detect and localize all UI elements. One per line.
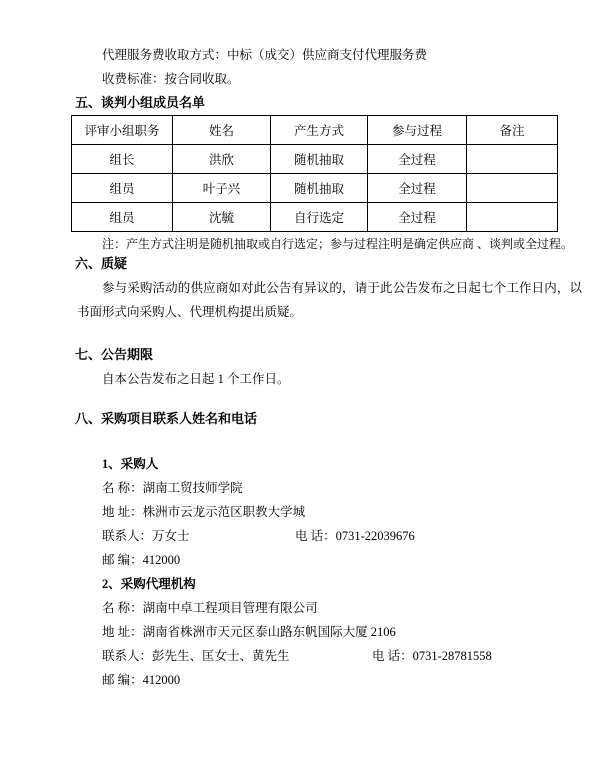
table-row <box>72 174 558 203</box>
cell-selection-method: 自行选定 <box>271 203 368 232</box>
section5-heading: 五、谈判小组成员名单 <box>75 95 206 110</box>
cell-name: 洪欣 <box>173 145 271 174</box>
agency-address-line <box>102 620 606 644</box>
fee-standard-line: 收费标准：按合同收取。 <box>102 72 240 86</box>
purchaser-name: 湖南工贸技师学院 <box>142 481 243 495</box>
contact-label: 联系人： <box>102 649 153 663</box>
cell-name: 沈毓 <box>173 203 271 232</box>
agency-phone-group <box>372 644 492 668</box>
table-row <box>72 145 558 174</box>
purchaser-address: 株洲市云龙示范区职教大学城 <box>142 505 306 519</box>
cell-remarks <box>467 174 558 203</box>
cell-role: 组员 <box>72 174 173 203</box>
cell-participation: 全过程 <box>368 145 467 174</box>
address-label: 地 址： <box>102 625 143 639</box>
cell-role: 组员 <box>72 203 173 232</box>
agency-contact: 彭先生、匡女士、黄先生 <box>152 649 290 663</box>
phone-label: 电 话： <box>372 649 413 663</box>
agency-zip-line <box>102 668 606 692</box>
purchaser-contact-line <box>102 524 606 548</box>
purchaser-phone: 0731-22039676 <box>335 529 415 543</box>
purchaser-zip-line <box>102 548 606 572</box>
agency-name-line <box>102 596 606 620</box>
purchaser-contact: 万女士 <box>152 529 190 543</box>
table-row <box>72 203 558 232</box>
agency-heading: 2、采购代理机构 <box>102 577 196 591</box>
name-label: 名 称： <box>102 481 143 495</box>
agency-phone: 0731-28781558 <box>412 649 492 663</box>
purchaser-phone-group <box>295 524 415 548</box>
cell-selection-method: 随机抽取 <box>271 174 368 203</box>
agency-contact-line <box>102 644 606 668</box>
cell-role: 组长 <box>72 145 173 174</box>
purchaser-heading: 1、采购人 <box>102 457 159 471</box>
cell-selection-method: 随机抽取 <box>271 145 368 174</box>
cell-participation: 全过程 <box>368 174 467 203</box>
table-note: 注：产生方式注明是随机抽取或自行选定；参与过程注明是确定供应商 、谈判或全过程。 <box>102 237 574 251</box>
phone-label: 电 话： <box>295 529 336 543</box>
col-header-selection-method: 产生方式 <box>271 116 368 145</box>
zip-label: 邮 编： <box>102 553 143 567</box>
section6-heading: 六、质疑 <box>75 256 128 271</box>
purchaser-zip: 412000 <box>142 553 181 567</box>
section7-heading: 七、公告期限 <box>75 347 154 362</box>
purchaser-name-line <box>102 476 606 500</box>
col-header-name: 姓名 <box>173 116 271 145</box>
agency-zip: 412000 <box>142 673 181 687</box>
section6-body: 参与采购活动的供应商如对此公告有异议的，请于此公告发布之日起七个工作日内，以书面形式向采购人、代理机构提出质疑。 <box>77 281 582 319</box>
cell-remarks <box>467 203 558 232</box>
contact-label: 联系人： <box>102 529 153 543</box>
section8-heading: 八、采购项目联系人姓名和电话 <box>75 411 258 426</box>
negotiation-team-table <box>71 115 558 232</box>
cell-participation: 全过程 <box>368 203 467 232</box>
agency-address: 湖南省株洲市天元区泰山路东帆国际大厦 2106 <box>142 625 396 639</box>
zip-label: 邮 编： <box>102 673 143 687</box>
purchaser-address-line <box>102 500 606 524</box>
col-header-participation: 参与过程 <box>368 116 467 145</box>
col-header-role: 评审小组职务 <box>72 116 173 145</box>
cell-remarks <box>467 145 558 174</box>
address-label: 地 址： <box>102 505 143 519</box>
agency-fee-method-line: 代理服务费收取方式：中标（成交）供应商支付代理服务费 <box>102 48 428 62</box>
table-header-row <box>72 116 558 145</box>
col-header-remarks: 备注 <box>467 116 558 145</box>
cell-name: 叶子兴 <box>173 174 271 203</box>
agency-name: 湖南中卓工程项目管理有限公司 <box>142 601 318 615</box>
section7-body: 自本公告发布之日起 1 个工作日。 <box>102 372 290 386</box>
name-label: 名 称： <box>102 601 143 615</box>
